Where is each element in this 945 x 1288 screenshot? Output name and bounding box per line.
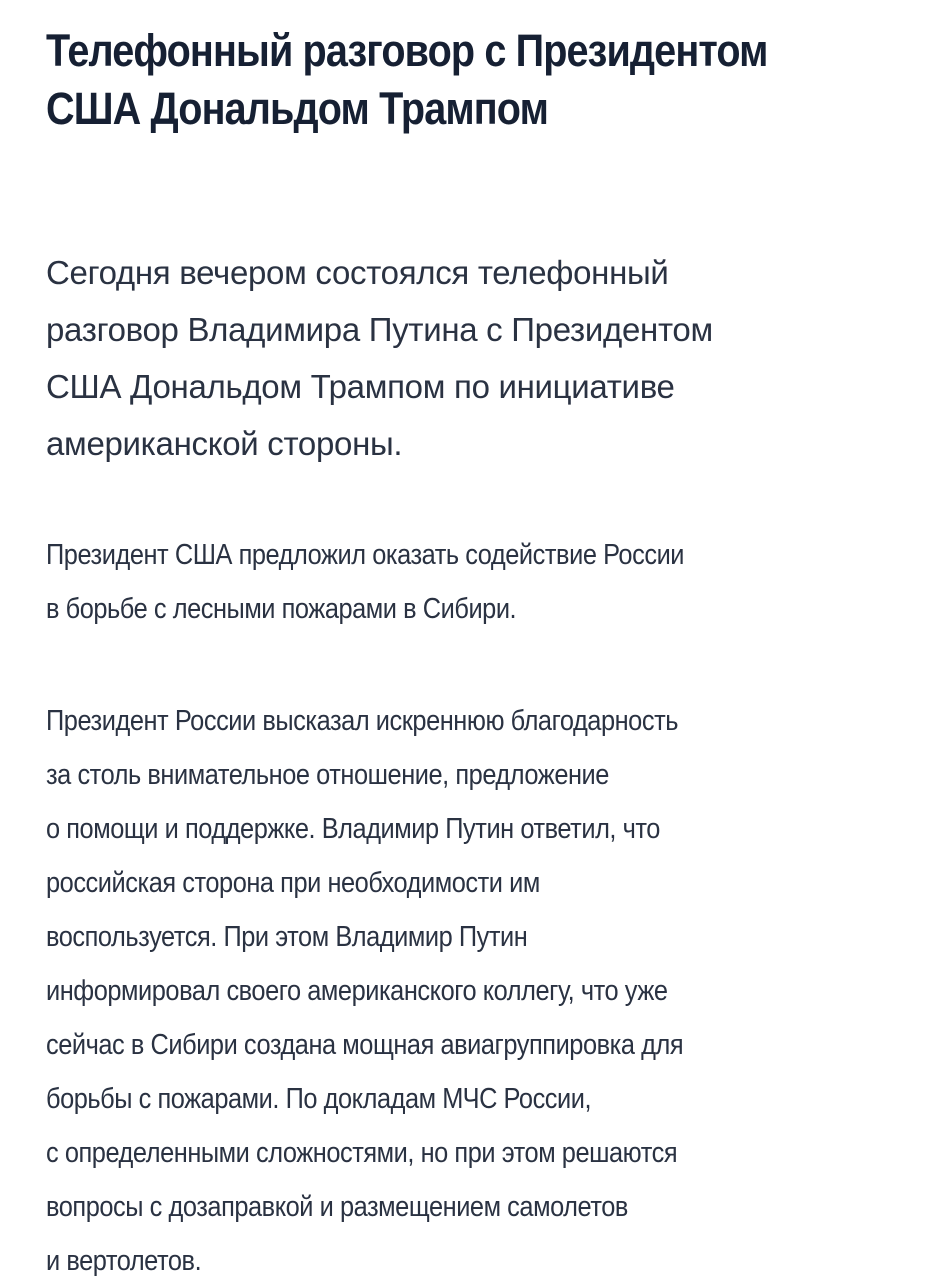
paragraph-line: в борьбе с лесными пожарами в Сибири. [46, 593, 517, 625]
lead-paragraph [46, 244, 916, 472]
lead-line: Сегодня вечером состоялся телефонный [46, 254, 669, 291]
paragraph-line: воспользуется. При этом Владимир Путин [46, 921, 528, 953]
paragraph-line: о помощи и поддержке. Владимир Путин ответил, что [46, 813, 660, 845]
title-line: Телефонный разговор с Президентом [46, 25, 768, 76]
paragraph-line: Президент России высказал искреннюю благодарность [46, 705, 679, 737]
paragraph-line: вопросы с дозаправкой и размещением самолетов [46, 1191, 628, 1223]
lead-line: американской стороны. [46, 425, 403, 462]
paragraph-line: информировал своего американского коллегу, что уже [46, 975, 668, 1007]
paragraph-line: с определенными сложностями, но при этом решаются [46, 1137, 678, 1169]
paragraph-line: Президент США предложил оказать содействие России [46, 539, 685, 571]
paragraph-line: и вертолетов. [46, 1245, 202, 1277]
body-paragraph-2 [46, 694, 914, 1288]
paragraph-line: борьбы с пожарами. По докладам МЧС России, [46, 1083, 592, 1115]
body-paragraph-1 [46, 528, 914, 636]
lead-line: США Дональдом Трампом по инициативе [46, 368, 675, 405]
paragraph-line: за столь внимательное отношение, предложение [46, 759, 609, 791]
paragraph-line: сейчас в Сибири создана мощная авиагруппировка для [46, 1029, 684, 1061]
lead-line: разговор Владимира Путина с Президентом [46, 311, 713, 348]
article-title [46, 22, 917, 138]
paragraph-line: российская сторона при необходимости им [46, 867, 540, 899]
title-line: США Дональдом Трампом [46, 83, 549, 134]
